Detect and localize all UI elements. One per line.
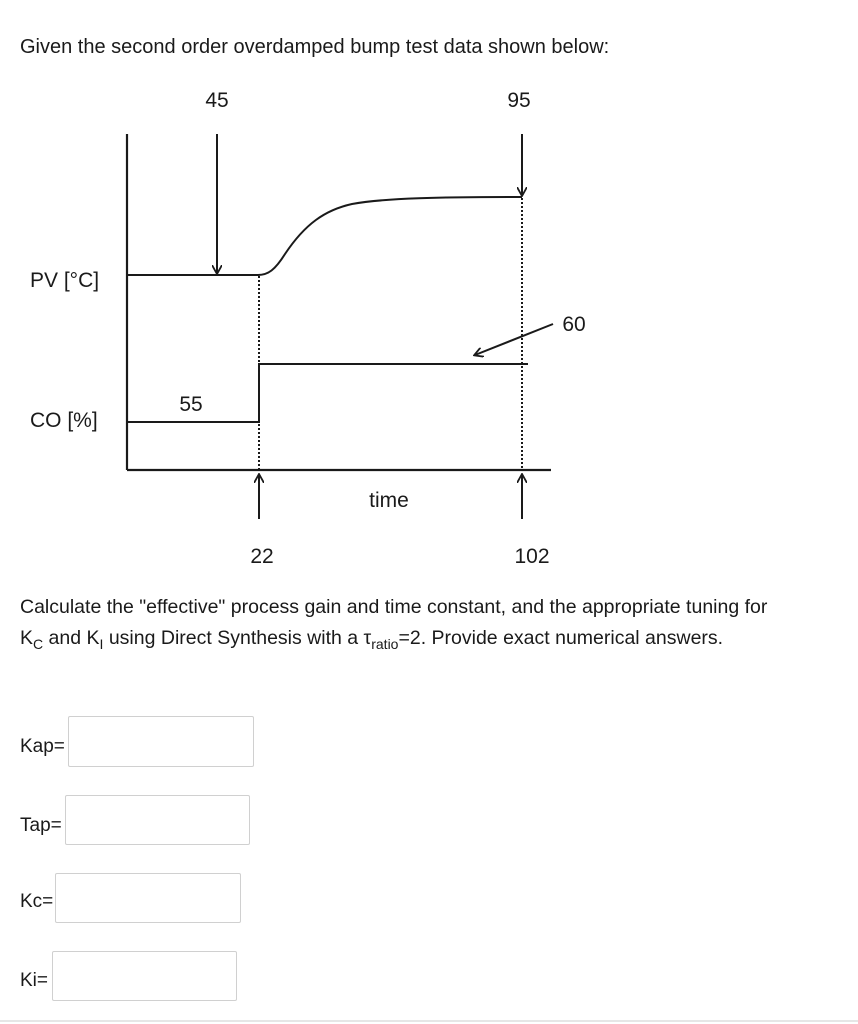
question-description <box>20 592 840 660</box>
kc-label: Kc= <box>20 891 54 912</box>
description-tail: =2. Provide exact numerical answers. <box>398 627 724 649</box>
description-line1: Calculate the "effective" process gain and time constant, and the appropriate tuning for <box>20 596 768 618</box>
co-axis-label: CO [%] <box>30 409 98 432</box>
kap-input[interactable] <box>68 716 254 767</box>
step-time-value: 22 <box>250 545 274 568</box>
ki-label: Ki= <box>20 970 48 991</box>
co-initial-value: 55 <box>179 393 203 416</box>
kc-symbol: K <box>20 627 34 649</box>
tau-subscript: ratio <box>371 636 399 652</box>
tap-label: Tap= <box>20 815 62 836</box>
bottom-divider <box>0 1020 858 1022</box>
pv-initial-value: 45 <box>205 89 229 112</box>
kap-label: Kap= <box>20 736 65 757</box>
tap-input[interactable] <box>65 795 250 845</box>
co-final-arrow <box>475 324 553 355</box>
using-text: using Direct Synthesis with a τ <box>103 627 372 649</box>
question-intro: Given the second order overdamped bump test data shown below: <box>20 36 610 58</box>
co-final-value: 60 <box>562 313 586 336</box>
ki-subscript: I <box>99 636 104 652</box>
pv-axis-label: PV [°C] <box>30 269 100 292</box>
pv-response-curve <box>127 197 522 275</box>
time-axis-label: time <box>369 489 409 512</box>
and-ki-text: and K <box>43 627 100 649</box>
kc-input[interactable] <box>55 873 241 923</box>
ki-input[interactable] <box>52 951 237 1001</box>
kc-subscript: C <box>33 636 44 652</box>
end-time-value: 102 <box>514 545 550 568</box>
pv-final-value: 95 <box>507 89 531 112</box>
